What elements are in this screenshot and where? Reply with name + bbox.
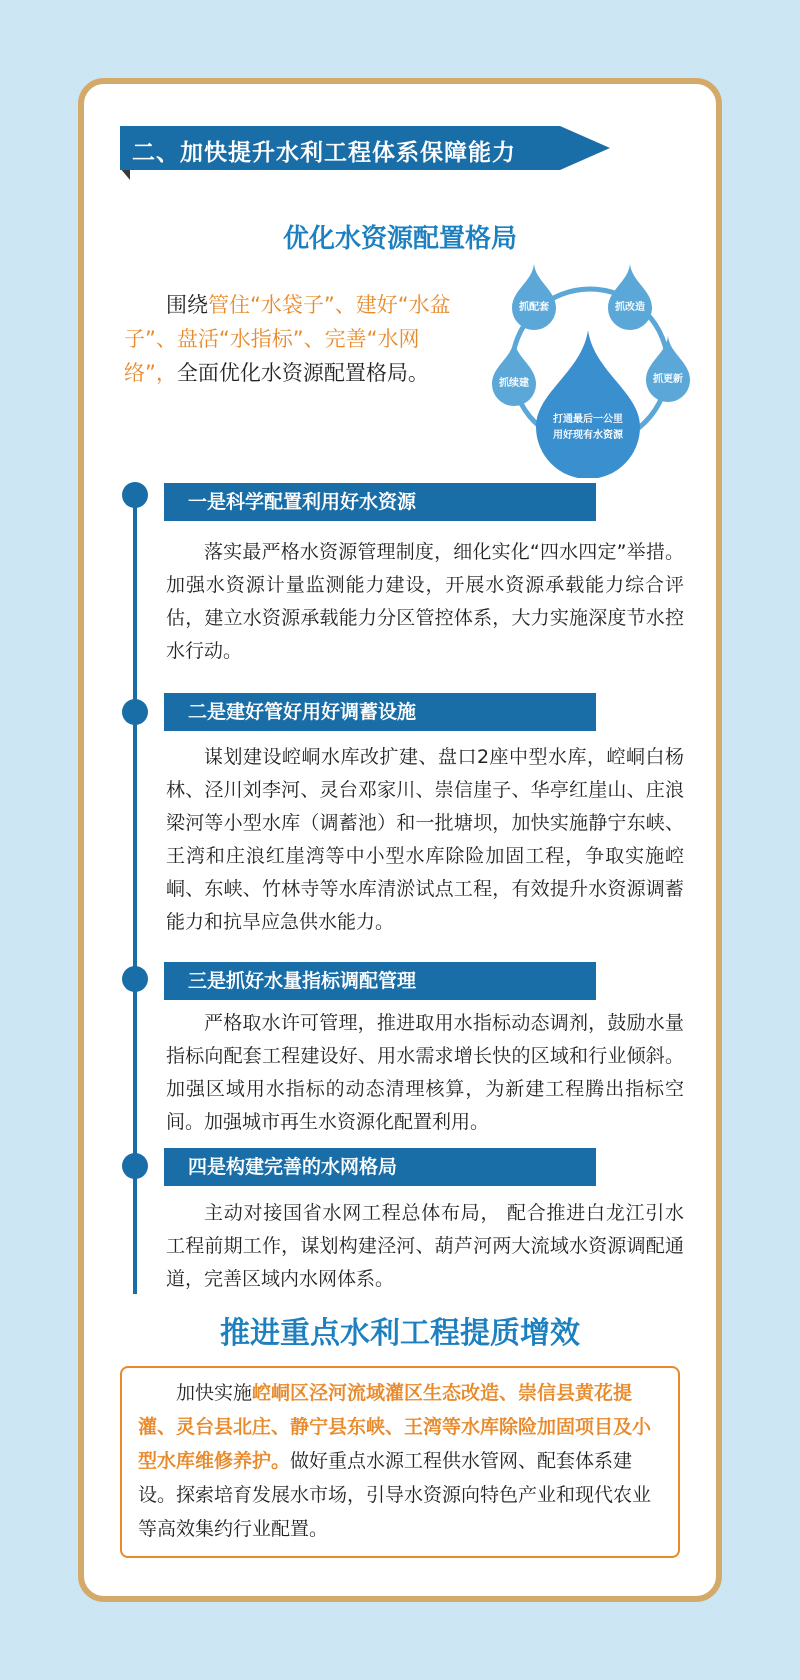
drop-label: 抓改造	[615, 302, 645, 313]
drop-label: 抓续建	[499, 378, 529, 389]
item-4-body: 主动对接国省水网工程总体布局， 配合推进白龙江引水工程前期工作，谋划构建泾河、葫芦河两大流域水资源调配通道，完善区域内水网体系。	[166, 1202, 684, 1290]
drop-label: 抓配套	[519, 302, 549, 313]
timeline-dot	[122, 966, 148, 992]
section-title: 二、加快提升水利工程体系保障能力	[132, 140, 516, 166]
section-banner	[120, 126, 610, 180]
item-2-body: 谋划建设崆峒水库改扩建、盘口2座中型水库，崆峒白杨林、泾川刘李河、灵台邓家川、崇信崖子、华亭红崖山、庄浪梁河等小型水库（调蓄池）和一批塘坝，加快实施静宁东峡、王湾和庄浪红崖湾等中小型水库除险加固工程，争取实施崆峒、东峡、竹林寺等水库清淤试点工程，有效提升水资源调蓄能力和抗旱应急供水能力。	[166, 746, 684, 933]
item-3-title: 三是抓好水量指标调配管理	[164, 962, 596, 1000]
timeline-dot	[122, 1153, 148, 1179]
center-label-2: 用好现有水资源	[553, 430, 623, 441]
intro-paragraph: 围绕管住“水袋子”、建好“水盆子”、盘活“水指标”、完善“水网络”，全面优化水资源配置格局。	[124, 293, 451, 385]
block2-title: 推进重点水利工程提质增效	[220, 1316, 580, 1351]
block1-title: 优化水资源配置格局	[282, 224, 517, 254]
item-3-body: 严格取水许可管理，推进取用水指标动态调剂，鼓励水量指标向配套工程建设好、用水需求增长快的区域和行业倾斜。加强区域用水指标的动态清理核算，为新建工程腾出指标空间。加强城市再生水资源化配置利用。	[166, 1012, 684, 1133]
water-drop-diagram	[492, 262, 692, 478]
item-4-title: 四是构建完善的水网格局	[164, 1148, 596, 1186]
center-label-1: 打通最后一公里	[553, 414, 623, 425]
item-1-title: 一是科学配置利用好水资源	[164, 483, 596, 521]
drop-label: 抓更新	[653, 374, 683, 385]
block2-paragraph: 加快实施崆峒区泾河流域灌区生态改造、崇信县黄花提灌、灵台县北庄、静宁县东峡、王湾等水库除险加固项目及小型水库维修养护。做好重点水源工程供水管网、配套体系建设。探索培育发展水市场，引导水资源向特色产业和现代农业等高效集约行业配置。	[138, 1382, 652, 1540]
timeline-dot	[122, 699, 148, 725]
timeline-dot	[122, 482, 148, 508]
item-2-title: 二是建好管好用好调蓄设施	[164, 693, 596, 731]
item-1-body: 落实最严格水资源管理制度，细化实化“四水四定”举措。加强水资源计量监测能力建设，开展水资源承载能力综合评估，建立水资源承载能力分区管控体系，大力实施深度节水控水行动。	[166, 541, 684, 662]
